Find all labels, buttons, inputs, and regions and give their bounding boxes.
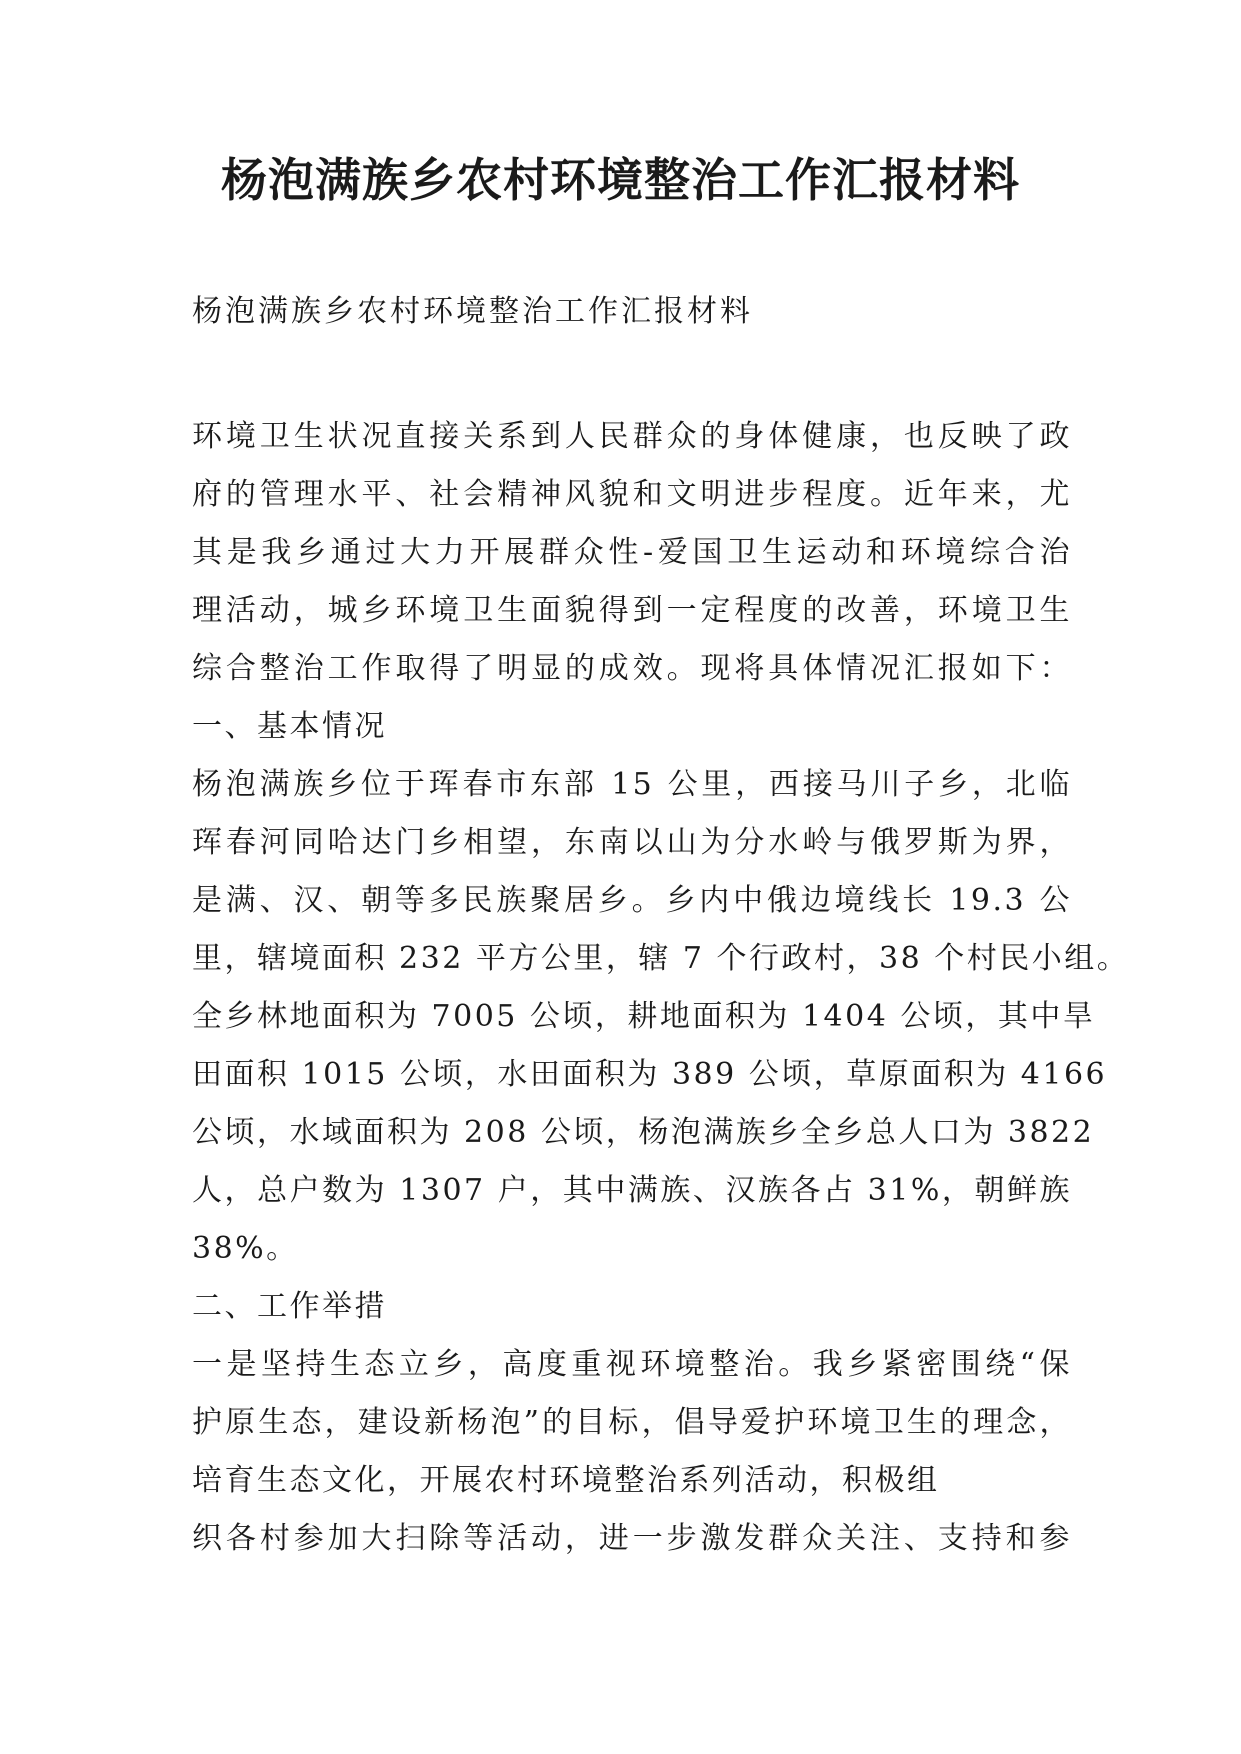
document-subtitle: 杨泡满族乡农村环境整治工作汇报材料: [192, 294, 753, 329]
body-line: 理活动，城乡环境卫生面貌得到一定程度的改善，环境卫生: [192, 593, 1072, 628]
body-line: 人，总户数为 1307 户，其中满族、汉族各占 31%，朝鲜族: [192, 1173, 1072, 1208]
body-line: 田面积 1015 公顷，水田面积为 389 公顷，草原面积为 4166: [192, 1057, 1108, 1092]
body-line: 其是我乡通过大力开展群众性-爱国卫生运动和环境综合治: [192, 535, 1072, 570]
body-line: 综合整治工作取得了明显的成效。现将具体情况汇报如下：: [192, 651, 1072, 686]
body-line: 培育生态文化，开展农村环境整治系列活动，积极组: [192, 1463, 940, 1498]
document-body: [192, 408, 1130, 1568]
body-line: 38%。: [192, 1231, 299, 1266]
body-line: 杨泡满族乡位于珲春市东部 15 公里，西接马川子乡，北临: [192, 767, 1072, 802]
body-line: 环境卫生状况直接关系到人民群众的身体健康，也反映了政: [192, 419, 1072, 454]
section-heading-work-measures: 二、工作举措: [192, 1289, 387, 1324]
body-line: 织各村参加大扫除等活动，进一步激发群众关注、支持和参: [192, 1521, 1072, 1556]
document-title: 杨泡满族乡农村环境整治工作汇报材料: [221, 153, 1020, 207]
body-line: 是满、汉、朝等多民族聚居乡。乡内中俄边境线长 19.3 公: [192, 883, 1072, 918]
body-line: 护原生态，建设新杨泡”的目标，倡导爱护环境卫生的理念，: [192, 1405, 1072, 1440]
body-line: 全乡林地面积为 7005 公顷，耕地面积为 1404 公顷，其中旱: [192, 999, 1096, 1034]
body-line: 一是坚持生态立乡，高度重视环境整治。我乡紧密围绕“保: [192, 1347, 1072, 1382]
section-heading-basic-info: 一、基本情况: [192, 709, 387, 744]
body-line: 府的管理水平、社会精神风貌和文明进步程度。近年来，尤: [192, 477, 1072, 512]
body-line: 珲春河同哈达门乡相望，东南以山为分水岭与俄罗斯为界，: [192, 825, 1072, 860]
body-line: 公顷，水域面积为 208 公顷，杨泡满族乡全乡总人口为 3822: [192, 1115, 1095, 1150]
body-line: 里，辖境面积 232 平方公里，辖 7 个行政村，38 个村民小组。: [192, 941, 1130, 976]
